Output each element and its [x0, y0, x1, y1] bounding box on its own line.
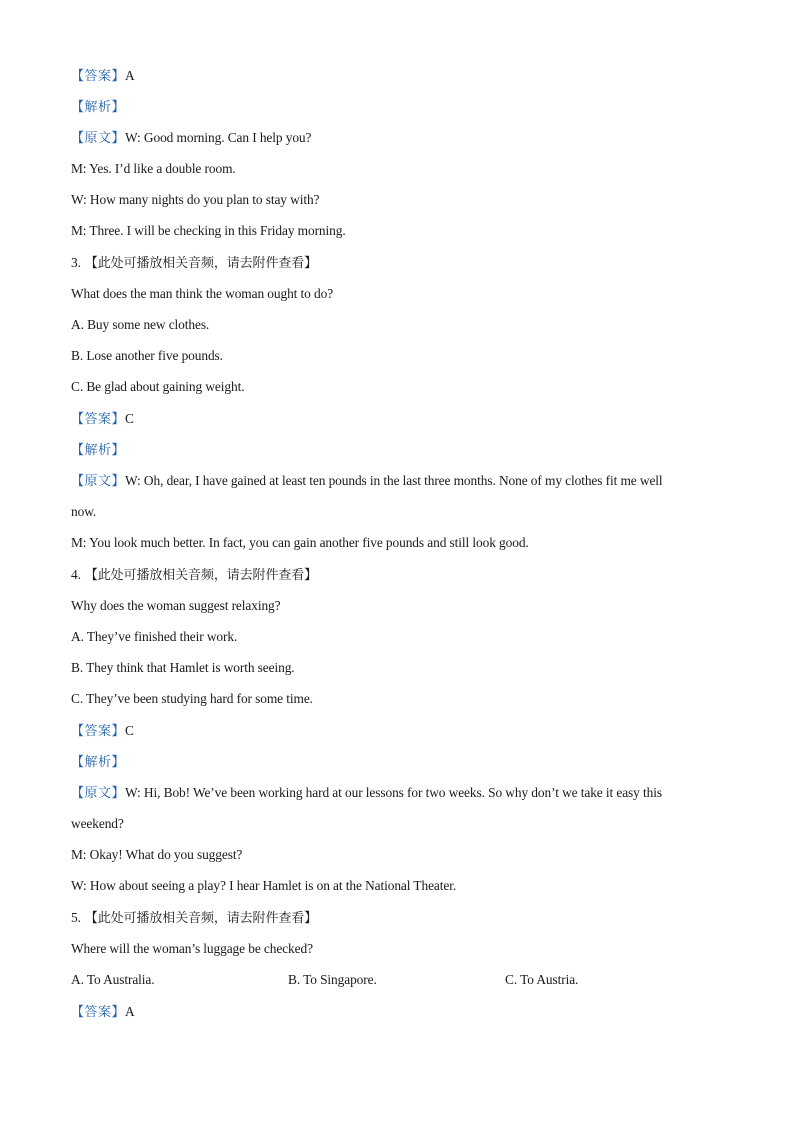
transcript-line	[71, 191, 754, 209]
answer-value: A	[125, 68, 135, 83]
original-label: 【原文】	[71, 786, 126, 801]
question-number: 5.	[71, 910, 81, 925]
transcript-text: now.	[71, 504, 97, 519]
transcript-text: M: You look much better. In fact, you can gain another five pounds and still look good.	[71, 535, 529, 550]
transcript-text: W: Good morning. Can I help you?	[125, 130, 312, 145]
audio-note: 【此处可播放相关音频，请去附件查看】	[84, 568, 318, 583]
option-text: C. Be glad about gaining weight.	[71, 379, 245, 394]
transcript-line	[71, 846, 754, 864]
analysis-heading	[71, 753, 754, 772]
transcript-line	[71, 160, 754, 178]
transcript-line	[71, 877, 754, 895]
option-text: A. They’ve finished their work.	[71, 629, 238, 644]
question-number: 4.	[71, 567, 81, 582]
analysis-heading	[71, 441, 754, 460]
transcript-text: W: Hi, Bob! We’ve been working hard at our lessons for two weeks. So why don’t we take it easy this	[125, 785, 662, 800]
transcript-text: W: How about seeing a play? I hear Hamlet is on at the National Theater.	[71, 878, 457, 893]
transcript-line	[71, 503, 754, 521]
original-label: 【原文】	[71, 474, 126, 489]
answer-line	[71, 722, 754, 741]
answer-label: 【答案】	[71, 412, 126, 427]
answer-line	[71, 410, 754, 429]
original-label: 【原文】	[71, 131, 126, 146]
transcript-text: weekend?	[71, 816, 124, 831]
transcript-line	[71, 222, 754, 240]
option-c: C. To Austria.	[505, 972, 579, 987]
transcript-text: M: Three. I will be checking in this Friday morning.	[71, 223, 346, 238]
transcript-text: W: Oh, dear, I have gained at least ten pounds in the last three months. None of my clothes fit me well	[125, 473, 663, 488]
answer-label: 【答案】	[71, 724, 126, 739]
option-b: B. To Singapore.	[288, 972, 377, 987]
analysis-heading	[71, 98, 754, 117]
analysis-label: 【解析】	[71, 443, 126, 458]
answer-label: 【答案】	[71, 1005, 126, 1020]
option-text: B. Lose another five pounds.	[71, 348, 223, 363]
transcript-text: M: Okay! What do you suggest?	[71, 847, 243, 862]
stem-text: What does the man think the woman ought to do?	[71, 286, 334, 301]
answer-value: A	[125, 1004, 135, 1019]
question-number: 3.	[71, 255, 81, 270]
option-c	[71, 690, 754, 708]
stem-text: Why does the woman suggest relaxing?	[71, 598, 281, 613]
option-text: B. They think that Hamlet is worth seeing.	[71, 660, 295, 675]
question-stem	[71, 940, 754, 958]
transcript-text: M: Yes. I’d like a double room.	[71, 161, 236, 176]
question-header	[71, 254, 754, 273]
option-text: A. Buy some new clothes.	[71, 317, 210, 332]
audio-note: 【此处可播放相关音频，请去附件查看】	[84, 256, 318, 271]
question-stem	[71, 597, 754, 615]
transcript-line	[71, 129, 754, 148]
answer-value: C	[125, 723, 134, 738]
option-text: C. They’ve been studying hard for some time.	[71, 691, 313, 706]
option-a: A. To Australia.	[71, 972, 155, 987]
transcript-line	[71, 534, 754, 552]
option-c	[71, 378, 754, 396]
question-header	[71, 909, 754, 928]
option-b	[71, 659, 754, 677]
answer-label: 【答案】	[71, 69, 126, 84]
analysis-label: 【解析】	[71, 100, 126, 115]
transcript-line	[71, 815, 754, 833]
transcript-text: W: How many nights do you plan to stay with?	[71, 192, 320, 207]
option-b	[71, 347, 754, 365]
option-a	[71, 628, 754, 646]
question-header	[71, 566, 754, 585]
answer-line	[71, 67, 754, 86]
option-a	[71, 316, 754, 334]
analysis-label: 【解析】	[71, 755, 126, 770]
question-stem	[71, 285, 754, 303]
answer-line	[71, 1003, 754, 1022]
transcript-line	[71, 472, 754, 491]
stem-text: Where will the woman’s luggage be checked?	[71, 941, 313, 956]
transcript-line	[71, 784, 754, 803]
audio-note: 【此处可播放相关音频，请去附件查看】	[84, 911, 318, 926]
answer-value: C	[125, 411, 134, 426]
